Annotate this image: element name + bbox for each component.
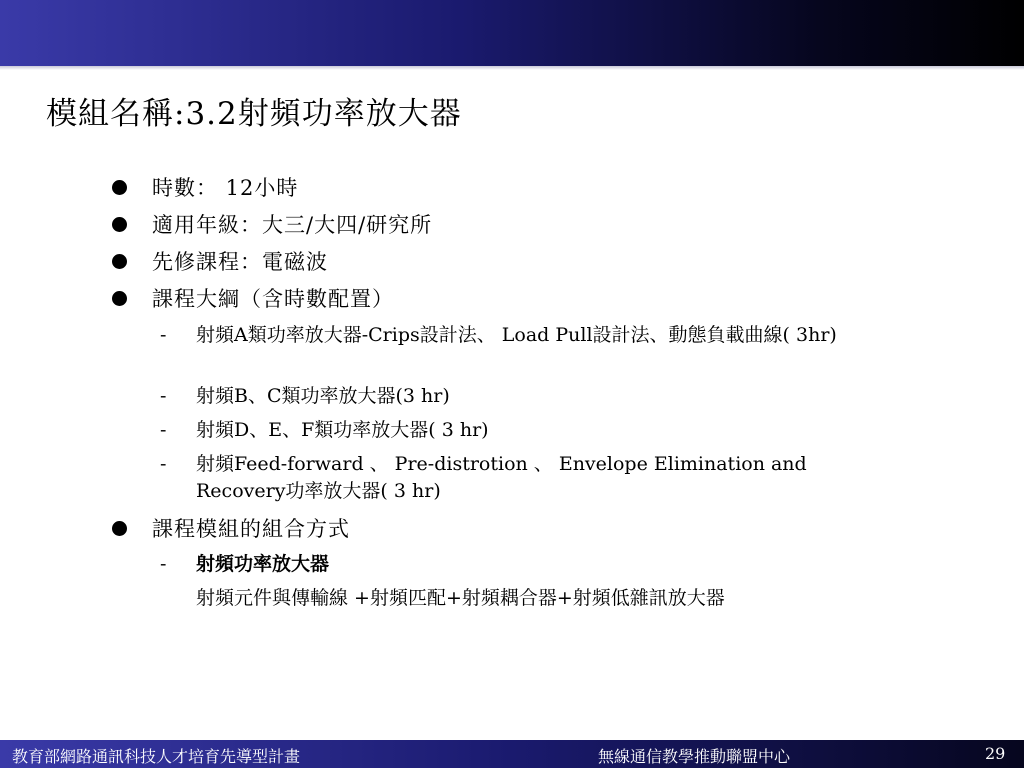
bullet-dot bbox=[112, 291, 127, 306]
slide-title: 模組名稱:3.2射頻功率放大器 bbox=[46, 96, 462, 132]
outline-item: 射頻Feed-forward 、 Pre-distrotion 、 Envelope Elimination and Recovery功率放大器( 3 hr) bbox=[196, 453, 807, 502]
bullet-dot bbox=[112, 180, 127, 195]
bullet-module: 課程模組的組合方式 bbox=[152, 517, 350, 541]
outline-item: 射頻A類功率放大器-Crips設計法、 Load Pull設計法、動態負載曲線( 3hr) bbox=[196, 324, 837, 346]
sub-dash: - bbox=[160, 385, 167, 407]
bullet-dot bbox=[112, 521, 127, 536]
sub-dash: - bbox=[160, 419, 167, 441]
bullet-dot bbox=[112, 217, 127, 232]
module-heading: 射頻功率放大器 bbox=[196, 553, 330, 575]
sub-dash: - bbox=[160, 324, 167, 346]
bullet-grade: 適用年級：大三/大四/研究所 bbox=[152, 213, 433, 237]
sub-dash: - bbox=[160, 453, 167, 475]
bullet-outline: 課程大綱（含時數配置） bbox=[152, 287, 394, 311]
page-number: 29 bbox=[985, 744, 1006, 763]
header-shadow bbox=[0, 66, 1024, 70]
sub-dash: - bbox=[160, 553, 167, 575]
footer-left-text: 教育部網路通訊科技人才培育先導型計畫 bbox=[12, 747, 301, 766]
footer-bar bbox=[0, 740, 1024, 768]
outline-item: 射頻B、C類功率放大器(3 hr) bbox=[196, 385, 450, 407]
outline-item: 射頻D、E、F類功率放大器( 3 hr) bbox=[196, 419, 489, 441]
bullet-prereq: 先修課程：電磁波 bbox=[152, 250, 328, 274]
bullet-hours: 時數： 12小時 bbox=[152, 176, 299, 200]
header-bar bbox=[0, 0, 1024, 66]
bullet-dot bbox=[112, 254, 127, 269]
footer-center-text: 無線通信教學推動聯盟中心 bbox=[598, 747, 791, 766]
module-detail: 射頻元件與傳輸線 +射頻匹配+射頻耦合器+射頻低雜訊放大器 bbox=[196, 587, 725, 609]
